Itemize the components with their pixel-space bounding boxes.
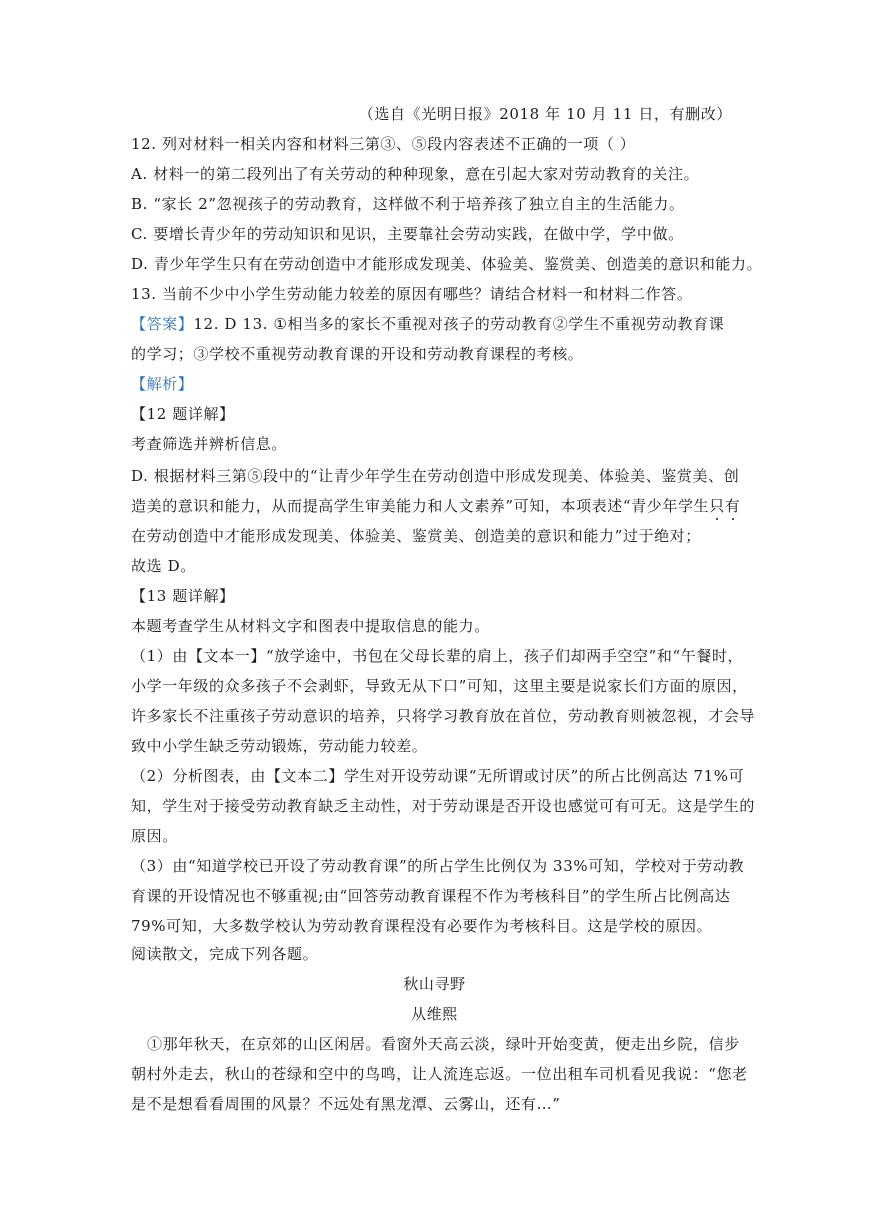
reading-intro: 阅读散文，完成下列各题。: [131, 945, 319, 963]
source-citation: （选自《光明日报》2018 年 10 月 11 日，有删改）: [358, 105, 732, 123]
q13-point-3-line-2: 育课的开设情况也不够重视;由“回答劳动教育课程不作为考核科目”的学生所占比例高达: [131, 887, 731, 905]
emphasis-char-you: 有: [724, 497, 741, 515]
answer-text-1: 12. D 13. ①相当多的家长不重视对孩子的劳动教育②学生不重视劳动教育课: [193, 315, 725, 333]
q13-point-2-line-3: 原因。: [131, 827, 178, 845]
q13-point-2-line-2: 知，学生对于接受劳动教育缺乏主动性，对于劳动课是否开设也感觉可有可无。这是学生的: [131, 797, 756, 815]
analysis-label: 【解析】: [131, 375, 194, 393]
emphasis-char-zhi: 只: [709, 497, 725, 515]
q13-detail-intro: 本题考查学生从材料文字和图表中提取信息的能力。: [131, 617, 490, 635]
q13-point-1-line-2: 小学一年级的众多孩子不会剥虾，导致无从下口”可知，这里主要是说家长们方面的原因，: [131, 677, 748, 695]
q13-point-1-line-1: （1）由【文本一】“放学途中，书包在父母长辈的肩上，孩子们却两手空空”和“午餐时，: [131, 647, 744, 665]
q12-detail-text-1: 考查筛选并辨析信息。: [131, 435, 288, 453]
q13-point-3-line-3: 79%可知，大多数学校认为劳动教育课程没有必要作为考核科目。这是学校的原因。: [131, 917, 713, 935]
q12-detail-text-5: 故选 D。: [131, 557, 196, 575]
q12-detail-text-2: D. 根据材料三第⑤段中的“让青少年学生在劳动创造中形成发现美、体验美、鉴赏美、创: [131, 467, 740, 485]
q13-point-1-line-4: 致中小学生缺乏劳动锻炼，劳动能力较差。: [131, 737, 428, 755]
question-13-stem: 13. 当前不少中小学生劳动能力较差的原因有哪些？请结合材料一和材料二作答。: [131, 285, 693, 303]
answer-line-1: [131, 314, 724, 334]
q13-point-3-line-1: （3）由“知道学校已开设了劳动教育课”的所占学生比例仅为 33%可知，学校对于劳动教: [131, 857, 745, 875]
q12-detail-text-3: [131, 496, 740, 516]
q12-detail-text-3a: 造美的意识和能力，从而提高学生审美能力和人文素养”可知，本项表述“青少年学生: [131, 497, 710, 515]
question-12-option-d: D. 青少年学生只有在劳动创造中才能形成发现美、体验美、鉴赏美、创造美的意识和能力。: [131, 255, 763, 273]
q12-detail-heading: 【12 题详解】: [131, 405, 235, 423]
essay-title: 秋山寻野: [403, 975, 466, 993]
essay-paragraph-1-line-2: 朝村外走去，秋山的苍绿和空中的鸟鸣，让人流连忘返。一位出租车司机看见我说：“您老: [131, 1065, 748, 1083]
question-12-option-c: C. 要增长青少年的劳动知识和见识，主要靠社会劳动实践，在做中学，学中做。: [131, 225, 684, 243]
question-12-option-a: A. 材料一的第二段列出了有关劳动的种种现象，意在引起大家对劳动教育的关注。: [131, 165, 700, 183]
q13-detail-heading: 【13 题详解】: [131, 587, 235, 605]
answer-label: 【答案】: [131, 315, 194, 333]
question-12-option-b: B. “家长 2”忽视孩子的劳动教育，这样做不利于培养孩了独立自主的生活能力。: [131, 195, 685, 213]
essay-paragraph-1-line-1: ①那年秋天，在京郊的山区闲居。看窗外天高云淡，绿叶开始变黄，便走出乡院，信步: [147, 1035, 740, 1053]
q13-point-1-line-3: 许多家长不注重孩子劳动意识的培养，只将学习教育放在首位，劳动教育则被忽视，才会导: [131, 707, 756, 725]
essay-author: 从维熙: [411, 1005, 458, 1023]
essay-paragraph-1-line-3: 是不是想看看周围的风景？不远处有黑龙潭、云雾山，还有…”: [131, 1095, 561, 1113]
q12-detail-text-4: 在劳动创造中才能形成发现美、体验美、鉴赏美、创造美的意识和能力”过于绝对；: [131, 527, 701, 545]
q13-point-2-line-1: （2）分析图表，由【文本二】学生对开设劳动课“无所谓或讨厌”的所占比例高达 71%可: [131, 767, 745, 785]
answer-line-2: 的学习；③学校不重视劳动教育课的开设和劳动教育课程的考核。: [131, 345, 584, 363]
question-12-stem: 12. 列对材料一相关内容和材料三第③、⑤段内容表述不正确的一项（ ）: [131, 135, 636, 153]
